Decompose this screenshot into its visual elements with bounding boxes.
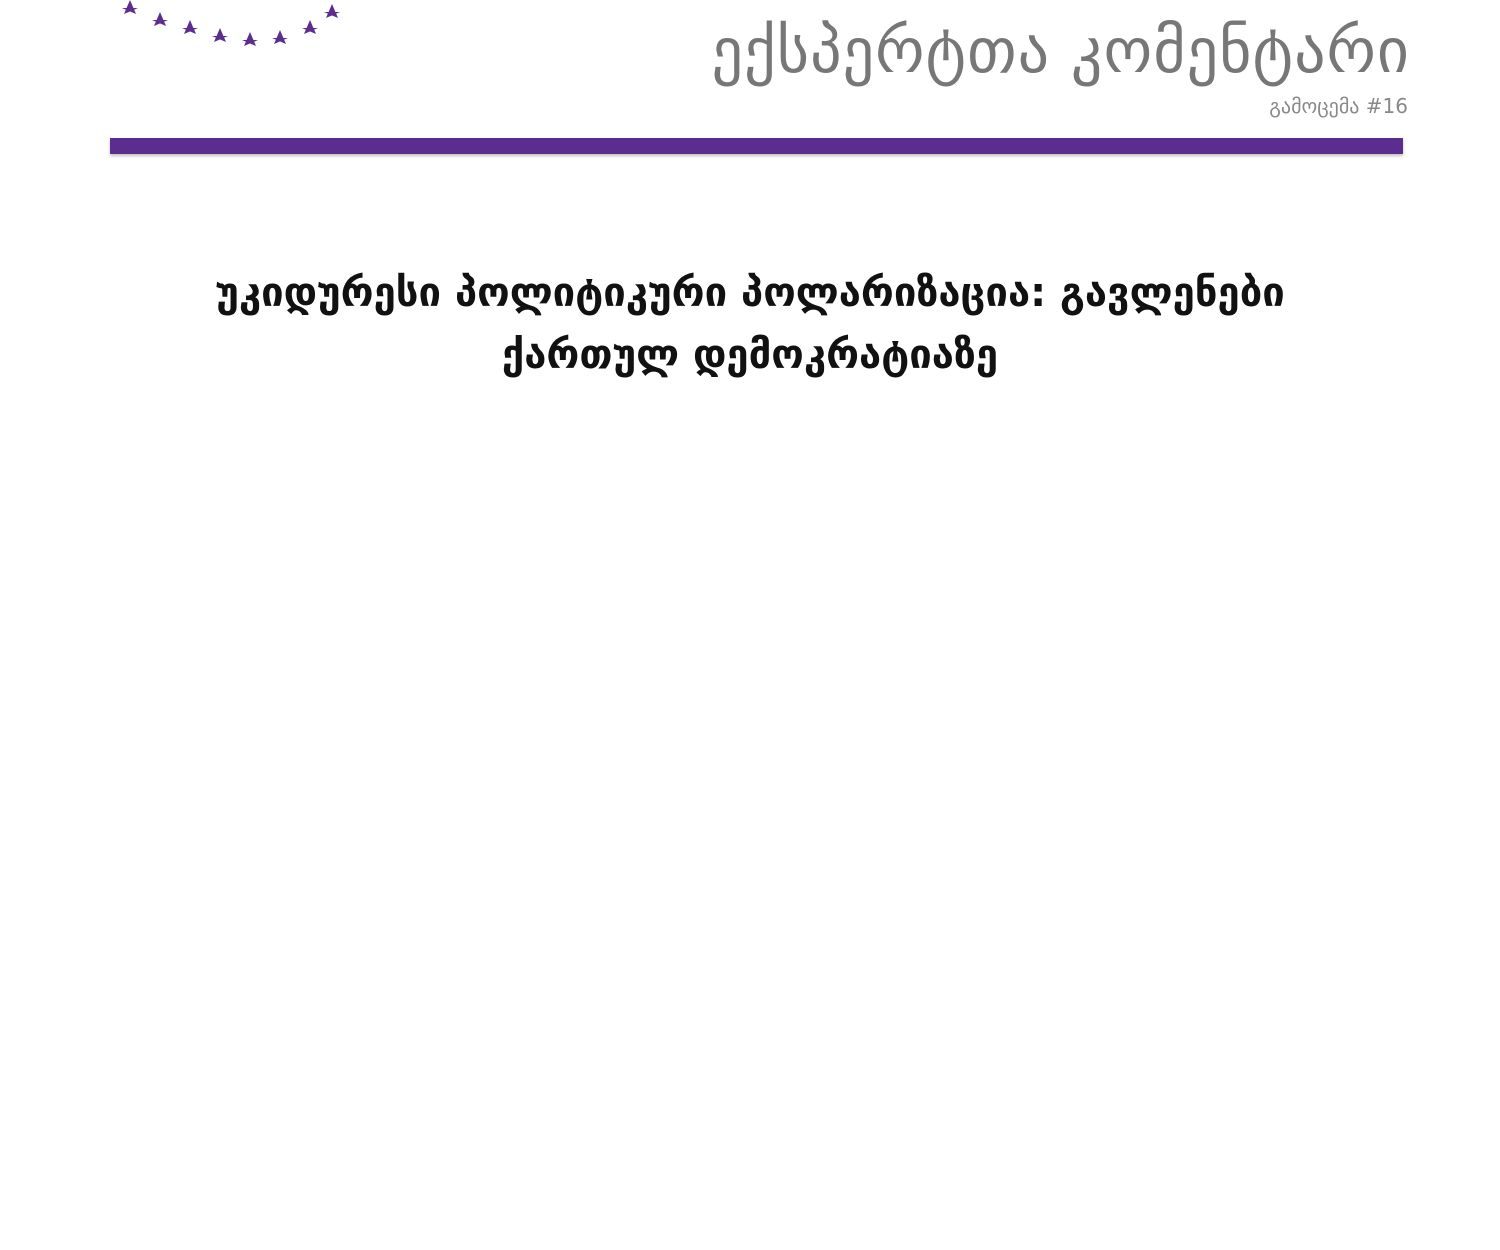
article-title-line-2: ქართულ დემოკრატიაზე <box>501 332 999 378</box>
issue-number: გამოცემა #16 <box>1269 94 1408 118</box>
logo-icon <box>110 0 350 70</box>
article-title <box>150 262 1350 386</box>
header-divider <box>110 138 1403 154</box>
article-title-line-1: უკიდურესი პოლიტიკური პოლარიზაცია: გავლენები <box>215 270 1285 316</box>
series-title: ექსპერტთა კომენტარი <box>711 14 1410 87</box>
